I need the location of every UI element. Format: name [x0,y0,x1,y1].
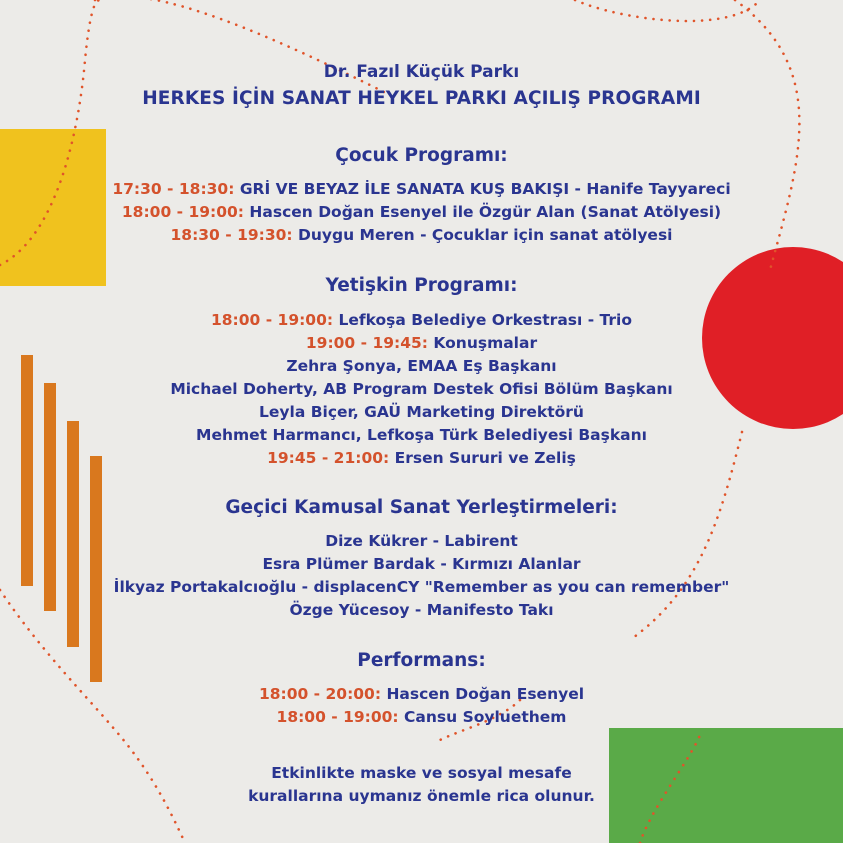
schedule-row: 19:45 - 21:00: Ersen Sururi ve Zeliş [267,449,576,467]
schedule-row: 18:00 - 19:00: Hascen Doğan Esenyel ile Özgür Alan (Sanat Atölyesi) [121,203,722,221]
section-title-performans: Performans: [357,650,486,671]
speaker-row: Mehmet Harmancı, Lefkoşa Türk Belediyesi Başkanı [196,426,647,444]
schedule-row: 17:30 - 18:30: GRİ VE BEYAZ İLE SANATA KUŞ BAKIŞI - Hanife Tayyareci [112,180,731,198]
section-title-yetiskin: Yetişkin Programı: [325,275,518,296]
list-item: Esra Plümer Bardak - Kırmızı Alanlar [262,555,581,573]
schedule-row: 18:00 - 20:00: Hascen Doğan Esenyel [258,685,585,703]
footer-note-line-2: kurallarına uymanız önemle rica olunur. [248,787,595,805]
schedule-row: 18:30 - 19:30: Duygu Meren - Çocuklar için sanat atölyesi [170,226,673,244]
list-item: Dize Kükrer - Labirent [325,532,518,550]
list-item: İlkyaz Portakalcıoğlu - displacenCY "Remember as you can remember" [113,578,730,596]
schedule-row: 18:00 - 19:00: Cansu Soyluethem [276,708,567,726]
speaker-row: Leyla Biçer, GAÜ Marketing Direktörü [259,403,584,421]
footer-note-line-1: Etkinlikte maske ve sosyal mesafe [271,764,572,782]
schedule-row: 18:00 - 19:00: Lefkoşa Belediye Orkestrası - Trio [210,311,633,329]
speaker-row: Zehra Şonya, EMAA Eş Başkanı [286,357,557,375]
list-item: Özge Yücesoy - Manifesto Takı [289,601,554,619]
schedule-row: 19:00 - 19:45: Konuşmalar [305,334,538,352]
page-title: HERKES İÇİN SANAT HEYKEL PARKI AÇILIŞ PROGRAMI [142,88,701,109]
speaker-row: Michael Doherty, AB Program Destek Ofisi Bölüm Başkanı [170,380,673,398]
park-name: Dr. Fazıl Küçük Parkı [323,62,520,82]
section-title-gecici: Geçici Kamusal Sanat Yerleştirmeleri: [225,497,618,518]
section-title-cocuk: Çocuk Programı: [335,145,508,166]
